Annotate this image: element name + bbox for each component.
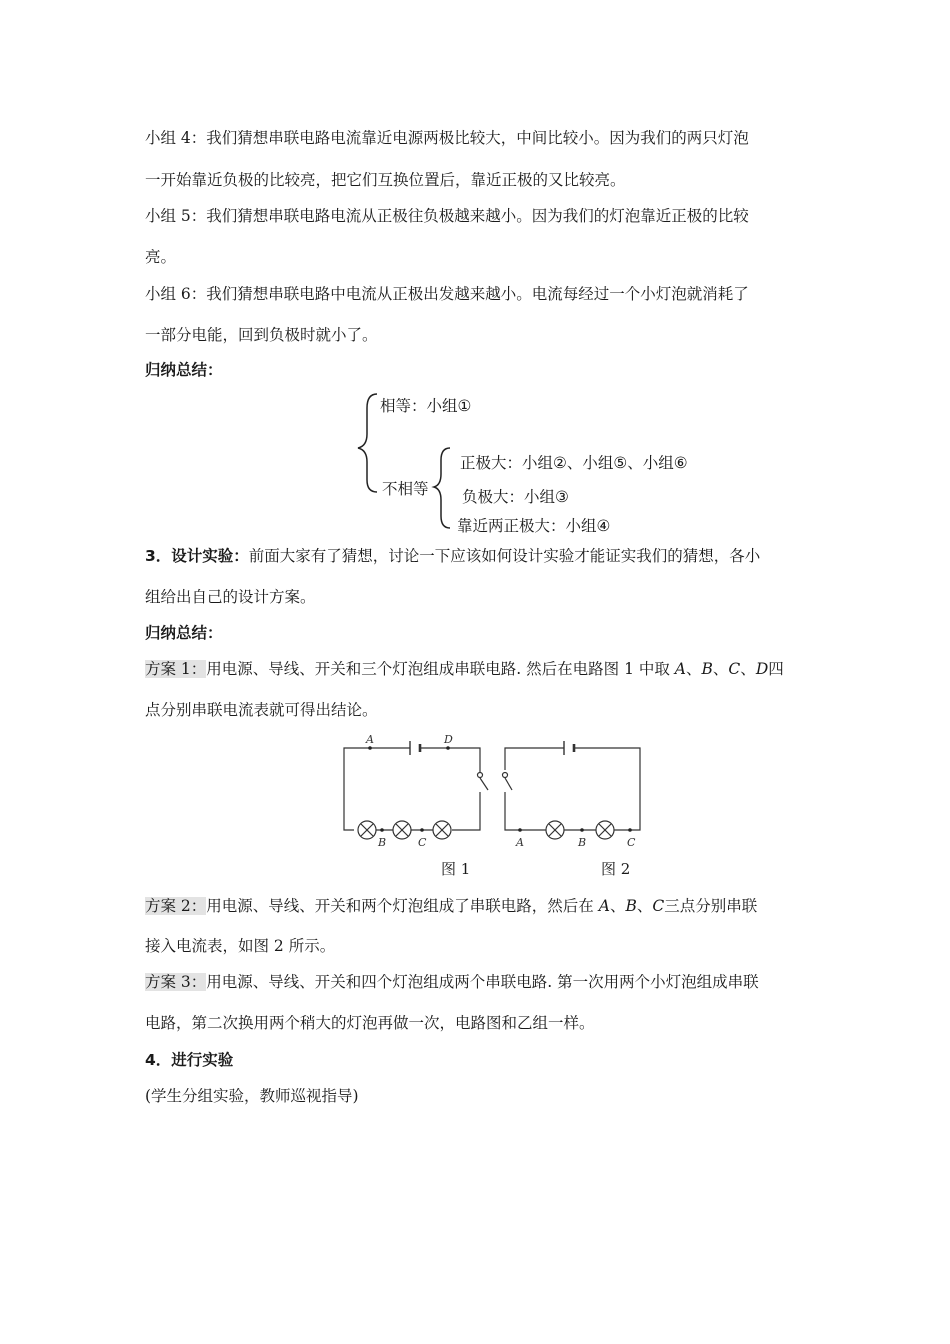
point-a-fig1 — [368, 746, 372, 750]
circuit-figures — [330, 730, 660, 855]
inner-brace — [434, 448, 450, 528]
label-d-fig1: D — [444, 733, 453, 746]
label-b-fig2: B — [578, 836, 587, 849]
label-c-fig1: C — [418, 836, 427, 849]
section4-heading: 4．进行实验 — [145, 1051, 234, 1069]
label-c-fig2: C — [627, 836, 636, 849]
switch-pivot — [478, 773, 483, 778]
section3-text: 前面大家有了猜想，讨论一下应该如何设计实验才能证实我们的猜想，各小 — [248, 547, 761, 565]
plan3-line2: 电路，第二次换用两个稍大的灯泡再做一次，电路图和乙组一样。 — [145, 1014, 595, 1032]
label-a-fig2: A — [516, 836, 524, 849]
plan1-label: 方案 1： — [145, 660, 207, 678]
brace-near-positive: 靠近两正极大：小组④ — [457, 517, 611, 535]
label-a-fig1: A — [366, 733, 374, 746]
plan1-line1: 方案 1：用电源、导线、开关和三个灯泡组成串联电路. 然后在电路图 1 中取 A、B、C、D四 — [145, 660, 784, 678]
figure-1-caption: 图 1 — [441, 860, 471, 878]
plan1-line2: 点分别串联电流表就可得出结论。 — [145, 701, 378, 719]
group4-line1: 小组 4：我们猜想串联电路电流靠近电源两极比较大，中间比较小。因为我们的两只灯泡 — [145, 129, 749, 147]
summary-heading-1: 归纳总结： — [145, 361, 223, 379]
section3-line1 — [145, 546, 760, 566]
section3-line2: 组给出自己的设计方案。 — [145, 588, 316, 606]
label-b-fig1: B — [378, 836, 387, 849]
group5-line1: 小组 5：我们猜想串联电路电流从正极往负极越来越小。因为我们的灯泡靠近正极的比较 — [145, 207, 749, 225]
plan2-label: 方案 2： — [145, 897, 207, 915]
summary-heading-2: 归纳总结： — [145, 624, 223, 642]
plan2-line2: 接入电流表，如图 2 所示。 — [145, 937, 336, 955]
point-a-fig2 — [518, 828, 522, 832]
brace-not-equal: 不相等 — [382, 480, 429, 498]
group6-line1: 小组 6：我们猜想串联电路中电流从正极出发越来越小。电流每经过一个小灯泡就消耗了 — [145, 285, 749, 303]
circuit-figure-2 — [503, 741, 641, 839]
group6-line2: 一部分电能，回到负极时就小了。 — [145, 326, 378, 344]
point-b-fig1 — [380, 828, 384, 832]
group5-line2: 亮。 — [145, 248, 177, 266]
switch-blade — [480, 778, 488, 790]
outer-brace — [358, 394, 377, 492]
plan3-label: 方案 3： — [145, 973, 207, 991]
figure-2-caption: 图 2 — [601, 860, 631, 878]
point-c-fig1 — [420, 828, 424, 832]
point-d-fig1 — [446, 746, 450, 750]
section3-heading: 3．设计实验： — [145, 547, 249, 565]
section4-note: (学生分组实验，教师巡视指导) — [145, 1087, 359, 1105]
group4-line2: 一开始靠近负极的比较亮，把它们互换位置后，靠近正极的又比较亮。 — [145, 171, 626, 189]
brace-positive: 正极大：小组②、小组⑤、小组⑥ — [460, 454, 688, 472]
point-b-fig2 — [580, 828, 584, 832]
brace-negative: 负极大：小组③ — [462, 488, 569, 506]
circuit-figure-1 — [344, 741, 488, 839]
brace-equal: 相等：小组① — [380, 397, 472, 415]
point-c-fig2 — [628, 828, 632, 832]
plan2-line1: 方案 2：用电源、导线、开关和两个灯泡组成了串联电路，然后在 A、B、C三点分别串联 — [145, 897, 758, 915]
plan3-line1: 方案 3：用电源、导线、开关和四个灯泡组成两个串联电路. 第一次用两个小灯泡组成串联 — [145, 973, 759, 991]
